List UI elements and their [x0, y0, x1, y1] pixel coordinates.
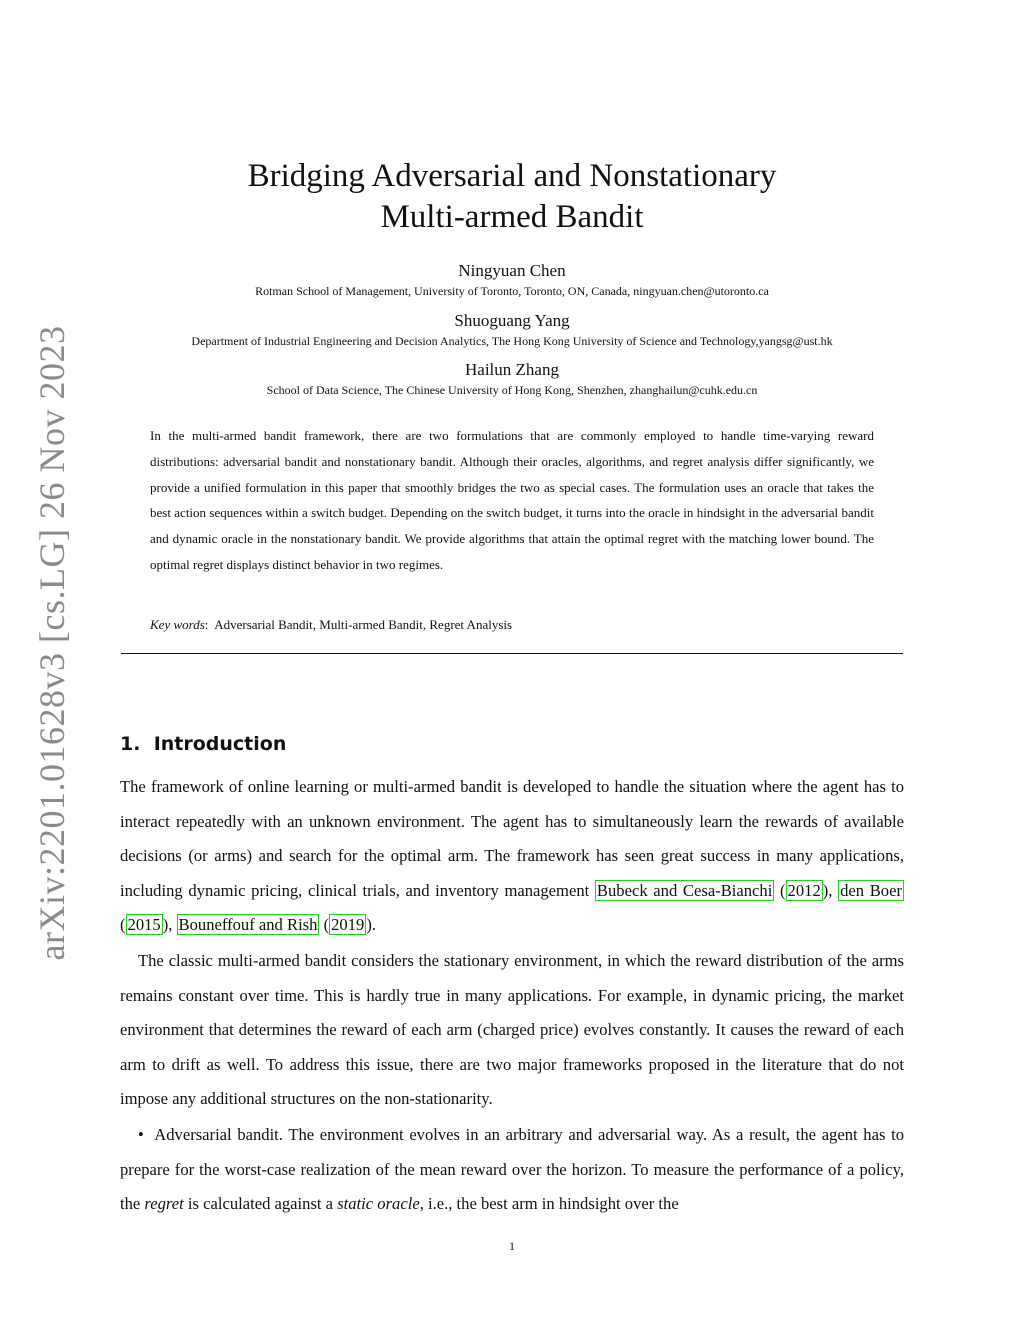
- paper-title: [0, 156, 1024, 238]
- title-line-1: Bridging Adversarial and Nonstationary: [247, 158, 777, 194]
- author-1: [0, 260, 1024, 300]
- author-name: Hailun Zhang: [465, 360, 559, 379]
- keywords-label: Key words: [150, 617, 205, 632]
- intro-paragraph-2: The classic multi-armed bandit considers the stationary environment, in which the reward distribution of the arms remains constant over time. This is hardly true in many applications. For example, in dynamic pricing, the market environment that determines the reward of each arm (charged price) evolves constantly. It causes the reward of each arm to drift as well. To address this issue, there are two major frameworks proposed in the literature that do not impose any additional structures on the non-stationarity.: [120, 951, 904, 1109]
- section-title: Introduction: [153, 733, 287, 755]
- bullet-item: [120, 1118, 904, 1222]
- citation-link[interactable]: Bubeck and Cesa-Bianchi: [596, 880, 773, 900]
- author-name: Ningyuan Chen: [458, 261, 566, 280]
- citation-year-link[interactable]: 2015: [127, 915, 161, 935]
- paragraph-text: The framework of online learning or multi-armed bandit is developed to handle the situation where the agent has to interact repeatedly with an unknown environment. The agent has to simultaneously learn the rewards of available decisions (or arms) and search for the optimal arm. The framework has seen great success in many applications, including dynamic pricing, clinical trials, and inventory management: [120, 777, 904, 900]
- divider-rule: [121, 653, 903, 654]
- keywords-value: Adversarial Bandit, Multi-armed Bandit, Regret Analysis: [214, 617, 513, 632]
- keywords: [150, 614, 512, 636]
- title-line-2: Multi-armed Bandit: [380, 199, 644, 235]
- bullet-text: Adversarial bandit. The environment evolves in an arbitrary and adversarial way. As a result, the agent has to prepare for the worst-case realization of the mean reward over the horizon. To measure the performance of a policy, the: [120, 1125, 904, 1214]
- citation-link[interactable]: Bouneffouf and Rish: [178, 915, 318, 935]
- author-name: Shuoguang Yang: [454, 311, 570, 330]
- citation-year-link[interactable]: 2019: [331, 915, 365, 935]
- author-3: [0, 359, 1024, 399]
- keywords-separator: :: [204, 617, 209, 632]
- author-affiliation: Department of Industrial Engineering and Decision Analytics, The Hong Kong University of Science and Technology,yangsg@ust.hk: [191, 334, 833, 348]
- bullet-marker: •: [138, 1125, 144, 1144]
- author-2: [0, 310, 1024, 350]
- abstract: In the multi-armed bandit framework, there are two formulations that are commonly employed to handle time-varying reward distributions: adversarial bandit and nonstationary bandit. Although their oracles, algorithms, and regret analysis differ significantly, we provide a unified formulation in this paper that smoothly bridges the two as special cases. The formulation uses an oracle that takes the best action sequences within a switch budget. Depending on the switch budget, it turns into the oracle in hindsight in the adversarial bandit and dynamic oracle in the nonstationary bandit. We provide algorithms that attain the optimal regret with the matching lower bound. The optimal regret displays distinct behavior in two regimes.: [150, 428, 874, 572]
- arxiv-identifier: arXiv:2201.01628v3 [cs.LG] 26 Nov 2023: [32, 325, 72, 961]
- citation-link[interactable]: den Boer: [840, 880, 902, 900]
- intro-paragraph-1: The framework of online learning or multi-armed bandit is developed to handle the situation where the agent has to interact repeatedly with an unknown environment. The agent has to simultaneously learn the rewards of available decisions (or arms) and search for the optimal arm. The framework has seen great success in many applications, including dynamic pricing, clinical trials, and inventory management Bubeck and Cesa-Bianchi ( 2012 ), den Boer ( 2015 ), Bouneffouf and Rish ( 2019 ).: [120, 777, 904, 935]
- section-number: 1.: [120, 733, 141, 755]
- section-heading: [120, 730, 286, 758]
- author-affiliation: School of Data Science, The Chinese University of Hong Kong, Shenzhen, zhanghailun@cuhk.edu.cn: [266, 383, 758, 397]
- citation-year-link[interactable]: 2012: [787, 880, 821, 900]
- emphasis-regret: regret: [144, 1194, 184, 1214]
- author-affiliation: Rotman School of Management, University of Toronto, Toronto, ON, Canada, ningyuan.chen@utoronto.ca: [255, 284, 769, 298]
- bullet-text: , i.e., the best arm in hindsight over the: [419, 1194, 679, 1214]
- bullet-text: is calculated against a: [183, 1194, 338, 1214]
- emphasis-static-oracle: static oracle: [337, 1194, 420, 1214]
- page-number: 1: [509, 1239, 515, 1253]
